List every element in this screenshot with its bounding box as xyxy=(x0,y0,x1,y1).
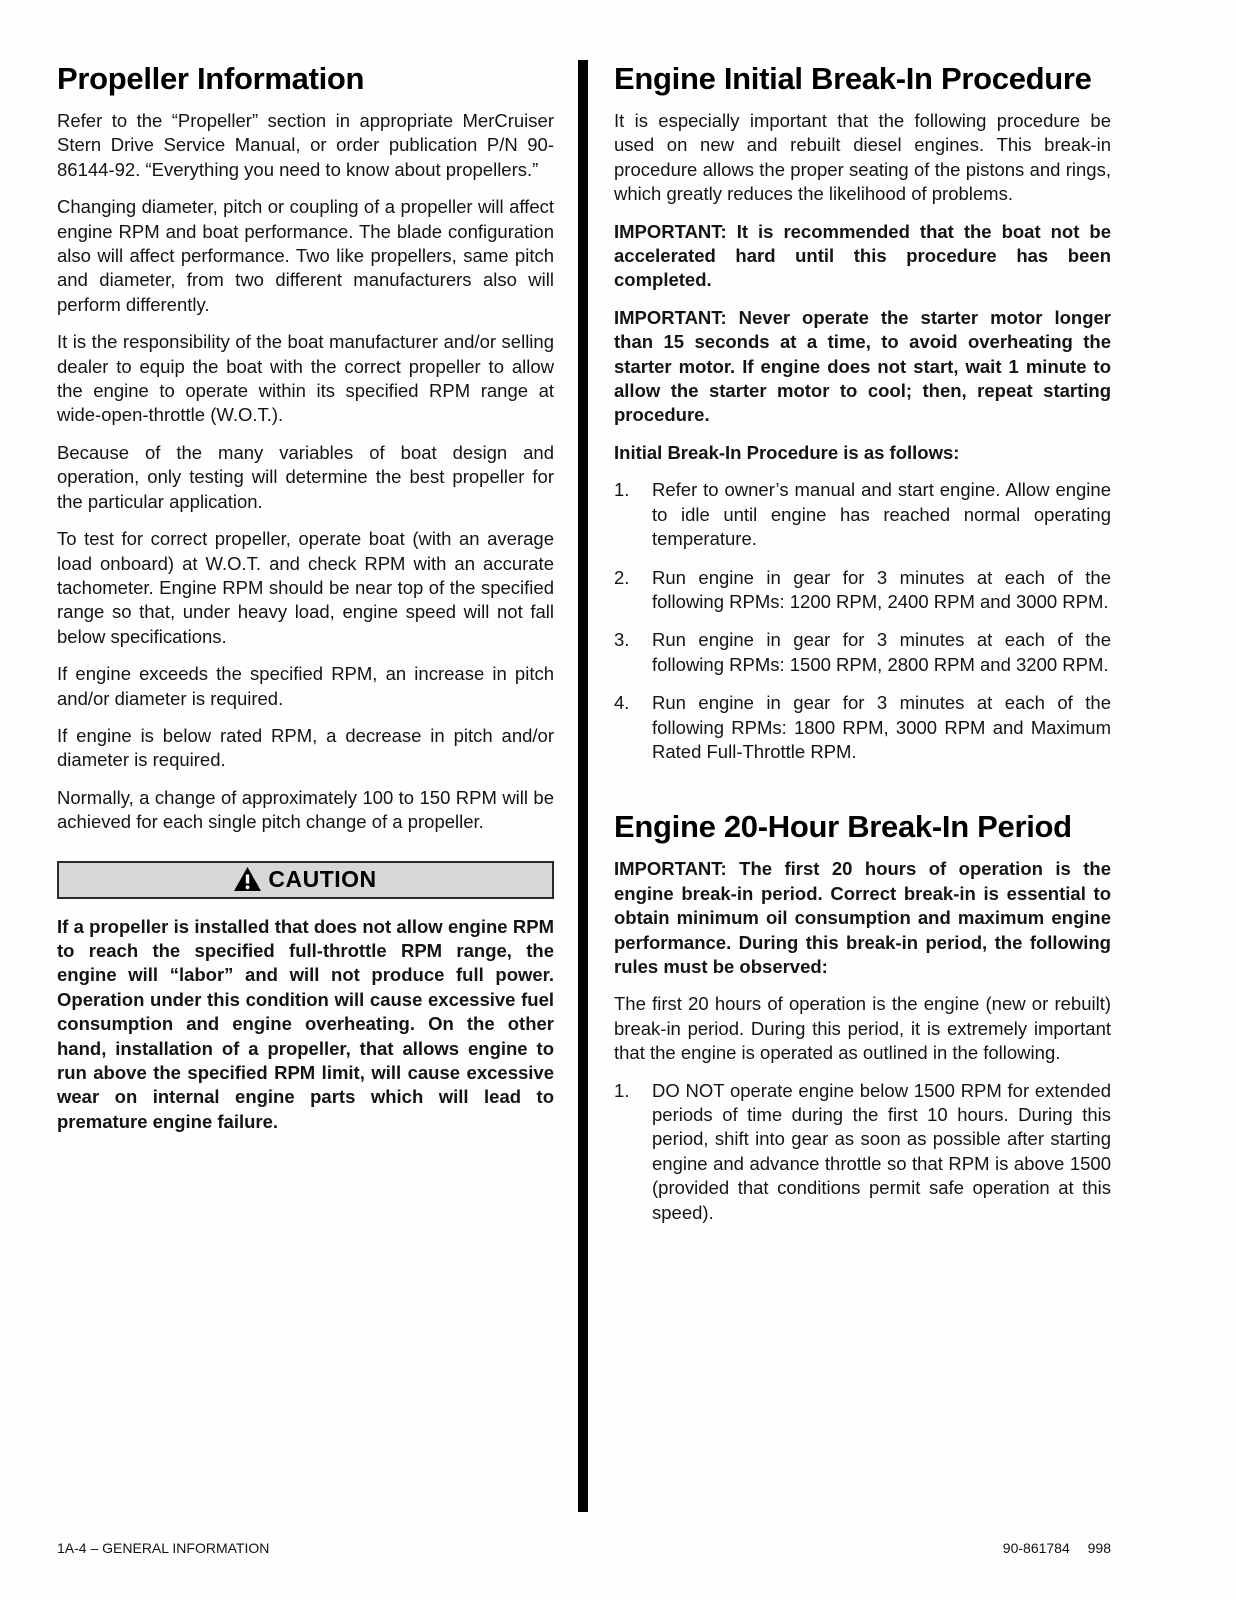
important-note: IMPORTANT: Never operate the starter motor longer than 15 seconds at a time, to avoid overheating the starter motor. If engine does not start, wait 1 minute to allow the starter motor to cool; then, repeat starting procedure. xyxy=(614,306,1111,426)
footer-section-label: 1A-4 – GENERAL INFORMATION xyxy=(57,1540,270,1556)
paragraph: It is especially important that the following procedure be used on new and rebuilt diesel engines. This break-in procedure allows the proper seating of the pistons and rings, which greatly reduces the likelihood of problems. xyxy=(614,110,1111,205)
numbered-step xyxy=(614,691,1111,764)
section-title-engine-initial-break-in: Engine Initial Break-In Procedure xyxy=(614,61,1092,96)
page-footer xyxy=(57,1540,1111,1556)
paragraph: Normally, a change of approximately 100 to 150 RPM will be achieved for each single pitch change of a propeller. xyxy=(57,786,554,833)
paragraph: If engine exceeds the specified RPM, an increase in pitch and/or diameter is required. xyxy=(57,663,554,709)
column-divider xyxy=(578,60,588,1512)
important-note: IMPORTANT: The first 20 hours of operation is the engine break-in period. Correct break-in is essential to obtain minimum oil consumption and maximum engine performance. During this break-in period, the following rules must be observed: xyxy=(614,858,1111,977)
paragraph: It is the responsibility of the boat manufacturer and/or selling dealer to equip the boat with the correct propeller to allow the engine to operate within its specified RPM range at wide-open-throttle (W.O.T.). xyxy=(57,331,554,426)
right-column xyxy=(614,60,1111,1239)
footer-page-code: 998 xyxy=(1087,1540,1111,1556)
step-number: 1. xyxy=(614,479,630,501)
left-column xyxy=(57,60,554,1147)
step-number: 2. xyxy=(614,566,630,588)
numbered-step xyxy=(614,1079,1111,1225)
paragraph: If engine is below rated RPM, a decrease in pitch and/or diameter is required. xyxy=(57,724,554,771)
numbered-step xyxy=(614,566,1111,615)
step-number: 4. xyxy=(614,692,630,714)
paragraph: To test for correct propeller, operate boat (with an average load onboard) at W.O.T. and check RPM with an accurate tachometer. Engine RPM should be near top of the specified range so that, under heavy load, engine speed will not fall below specifications. xyxy=(57,528,554,647)
section-title-engine-20-hour-break-in: Engine 20-Hour Break-In Period xyxy=(614,809,1072,845)
step-text: Run engine in gear for 3 minutes at each of the following RPMs: 1200 RPM, 2400 RPM and 3000 RPM. xyxy=(652,566,1111,612)
step-number: 1. xyxy=(614,1079,630,1101)
important-note: IMPORTANT: It is recommended that the boat not be accelerated hard until this procedure has been completed. xyxy=(614,220,1111,291)
caution-banner xyxy=(57,861,554,899)
section-title-propeller-information: Propeller Information xyxy=(57,61,365,96)
paragraph: Changing diameter, pitch or coupling of a propeller will affect engine RPM and boat performance. The blade configuration also will affect performance. Two like propellers, same pitch and diameter, from two different manufacturers also will perform differently. xyxy=(57,196,554,315)
step-text: DO NOT operate engine below 1500 RPM for extended periods of time during the first 10 hours. During this period, shift into gear as soon as possible after starting engine and advance throttle so that RPM is above 1500 (provided that conditions permit safe operation at this speed). xyxy=(652,1079,1111,1223)
step-text: Refer to owner’s manual and start engine. Allow engine to idle until engine has reached normal operating temperature. xyxy=(652,479,1111,550)
paragraph: Because of the many variables of boat design and operation, only testing will determine the best propeller for the particular application. xyxy=(57,441,554,512)
caution-label: CAUTION xyxy=(268,866,377,893)
step-number: 3. xyxy=(614,629,630,651)
footer-document-number xyxy=(1003,1540,1111,1556)
numbered-step xyxy=(614,478,1111,551)
step-text: Run engine in gear for 3 minutes at each of the following RPMs: 1800 RPM, 3000 RPM and Maximum Rated Full-Throttle RPM. xyxy=(652,692,1111,762)
list-header: Initial Break-In Procedure is as follows: xyxy=(614,441,960,463)
step-text: Run engine in gear for 3 minutes at each of the following RPMs: 1500 RPM, 2800 RPM and 3200 RPM. xyxy=(652,629,1111,675)
paragraph: Refer to the “Propeller” section in appropriate MerCruiser Stern Drive Service Manual, or order publication P/N 90-86144-92. “Everything you need to know about propellers.” xyxy=(57,110,554,180)
numbered-step xyxy=(614,628,1111,677)
warning-triangle-icon xyxy=(234,867,261,891)
footer-doc-code: 90-861784 xyxy=(1002,1540,1070,1556)
paragraph: The first 20 hours of operation is the engine (new or rebuilt) break-in period. During this period, it is extremely important that the engine is operated as outlined in the following. xyxy=(614,993,1111,1064)
two-column-layout xyxy=(57,60,1111,1512)
caution-body-text: If a propeller is installed that does not allow engine RPM to reach the specified full-throttle RPM range, the engine will “labor” and will not produce full power. Operation under this condition will cause excessive fuel consumption and engine overheating. On the other hand, installation of a propeller, that allows engine to run above the specified RPM limit, will cause excessive wear on internal engine parts which will lead to premature engine failure. xyxy=(57,915,554,1132)
